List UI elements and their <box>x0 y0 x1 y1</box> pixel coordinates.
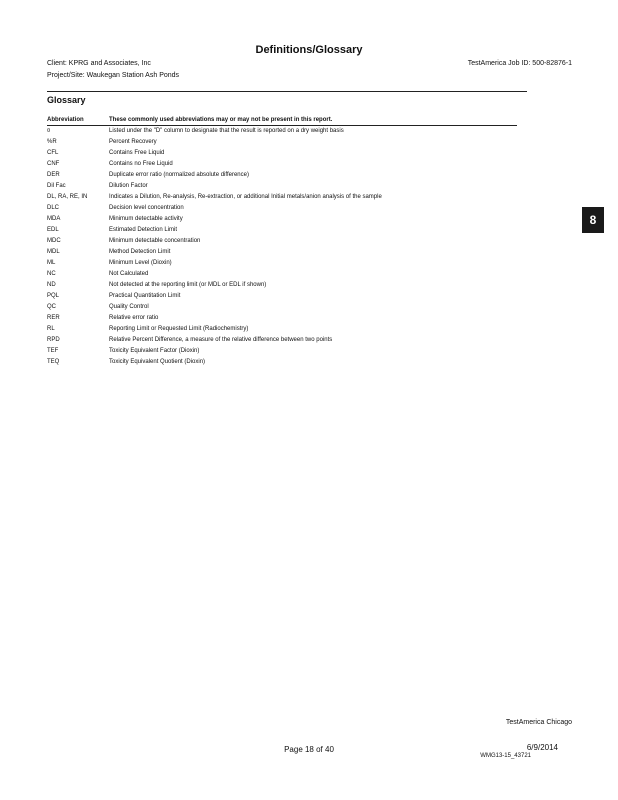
definition-cell: Decision level concentration <box>109 205 184 211</box>
abbreviation-cell: NC <box>47 271 56 277</box>
table-row <box>47 148 517 159</box>
table-row <box>47 170 517 181</box>
abbreviation-cell: MDL <box>47 249 60 255</box>
table-row <box>47 302 517 313</box>
abbreviation-cell: PQL <box>47 293 60 299</box>
table-row <box>47 159 517 170</box>
header-divider <box>47 91 527 92</box>
definition-cell: Reporting Limit or Requested Limit (Radiochemistry) <box>109 326 249 332</box>
table-row <box>47 247 517 258</box>
definition-cell: Not detected at the reporting limit (or MDL or EDL if shown) <box>109 282 267 288</box>
abbreviation-cell: RL <box>47 326 55 332</box>
abbreviation-cell: DER <box>47 172 60 178</box>
col-header-description: These commonly used abbreviations may or may not be present in this report. <box>109 117 333 123</box>
abbreviation-cell: %R <box>47 139 57 145</box>
abbreviation-cell: RPD <box>47 337 60 343</box>
abbreviation-cell: TEF <box>47 348 59 354</box>
definition-cell: Duplicate error ratio (normalized absolute difference) <box>109 172 249 178</box>
table-row <box>47 335 517 346</box>
table-row <box>47 225 517 236</box>
page-title: Definitions/Glossary <box>255 44 363 56</box>
table-row <box>47 269 517 280</box>
footer-doc-id: WMG13-15_43721 <box>480 753 531 759</box>
definition-cell: Minimum Level (Dioxin) <box>109 260 172 266</box>
glossary-heading: Glossary <box>47 95 86 105</box>
definition-cell: Practical Quantitation Limit <box>109 293 181 299</box>
section-tab: 8 <box>582 207 604 233</box>
definition-cell: Contains no Free Liquid <box>109 161 173 167</box>
abbreviation-cell: MDA <box>47 216 61 222</box>
definition-cell: Toxicity Equivalent Factor (Dioxin) <box>109 348 200 354</box>
definition-cell: Minimum detectable activity <box>109 216 183 222</box>
definition-cell: Quality Control <box>109 304 149 310</box>
table-row <box>47 126 517 137</box>
definition-cell: Relative Percent Difference, a measure of the relative difference between two points <box>109 337 333 343</box>
table-row <box>47 357 517 368</box>
abbreviation-cell: RER <box>47 315 60 321</box>
abbreviation-cell: Dil Fac <box>47 183 66 189</box>
abbreviation-cell: DL, RA, RE, IN <box>47 194 88 200</box>
definition-cell: Method Detection Limit <box>109 249 171 255</box>
table-row <box>47 313 517 324</box>
abbreviation-cell: DLC <box>47 205 60 211</box>
table-row <box>47 236 517 247</box>
abbreviation-cell: CNF <box>47 161 60 167</box>
definition-cell: Relative error ratio <box>109 315 159 321</box>
definition-cell: Contains Free Liquid <box>109 150 165 156</box>
definition-cell: Toxicity Equivalent Quotient (Dioxin) <box>109 359 206 365</box>
abbreviation-cell: TEQ <box>47 359 60 365</box>
table-row <box>47 192 517 203</box>
abbreviation-cell: ML <box>47 260 56 266</box>
table-row <box>47 346 517 357</box>
definition-cell: Dilution Factor <box>109 183 148 189</box>
table-row <box>47 324 517 335</box>
definition-cell: Not Calculated <box>109 271 149 277</box>
footer-date: 6/9/2014 <box>526 743 558 752</box>
abbreviation-cell: ND <box>47 282 56 288</box>
client-line: Client: KPRG and Associates, Inc <box>47 60 151 67</box>
table-row <box>47 203 517 214</box>
abbreviation-cell: QC <box>47 304 56 310</box>
table-row <box>47 181 517 192</box>
col-header-abbreviation: Abbreviation <box>47 117 84 123</box>
footer-lab: TestAmerica Chicago <box>505 719 572 726</box>
page-number: Page 18 of 40 <box>284 745 334 754</box>
table-row <box>47 280 517 291</box>
definition-cell: Indicates a Dilution, Re-analysis, Re-extraction, or additional Initial metals/anion analysis of the sample <box>109 194 382 200</box>
abbreviation-cell: MDC <box>47 238 61 244</box>
job-id-line: TestAmerica Job ID: 500-82876-1 <box>467 60 572 67</box>
abbreviation-cell: ¤ <box>47 128 51 134</box>
definition-cell: Listed under the "D" column to designate that the result is reported on a dry weight basis <box>109 128 344 134</box>
abbreviation-cell: EDL <box>47 227 59 233</box>
definition-cell: Percent Recovery <box>109 139 157 145</box>
table-row <box>47 137 517 148</box>
project-line: Project/Site: Waukegan Station Ash Ponds <box>47 72 180 79</box>
table-row <box>47 291 517 302</box>
abbreviation-cell: CFL <box>47 150 59 156</box>
table-row <box>47 258 517 269</box>
definition-cell: Estimated Detection Limit <box>109 227 178 233</box>
definition-cell: Minimum detectable concentration <box>109 238 201 244</box>
table-row <box>47 214 517 225</box>
